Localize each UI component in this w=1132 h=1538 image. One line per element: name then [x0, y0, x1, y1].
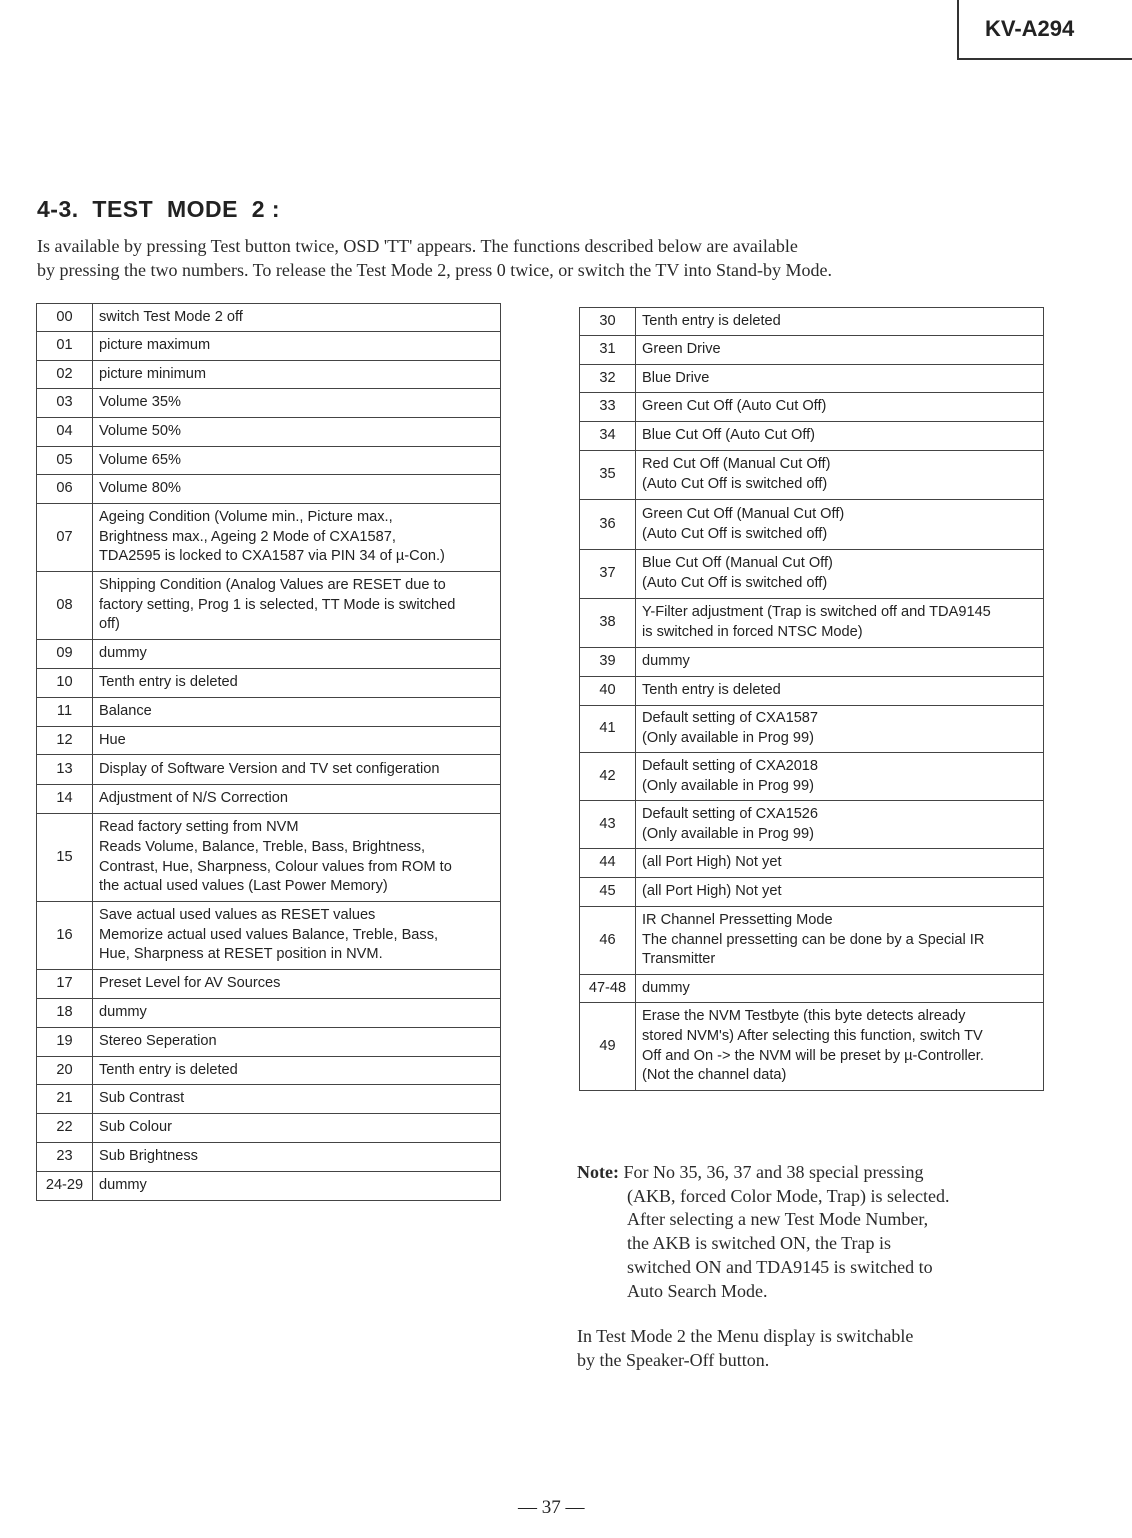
mode-description: [93, 447, 501, 475]
description-line: (Only available in Prog 99): [642, 777, 814, 794]
mode-number: 21: [37, 1085, 93, 1114]
table-row: [580, 975, 1044, 1003]
description-line: is switched in forced NTSC Mode): [642, 624, 863, 640]
table-row: [37, 785, 501, 814]
table-row: [37, 418, 501, 447]
mode-number: 23: [37, 1143, 93, 1172]
description-line: Default setting of CXA1587: [642, 710, 819, 727]
table-row: [580, 365, 1044, 393]
note-line: Auto Search Mode.: [627, 1280, 768, 1301]
mode-number: 31: [580, 336, 636, 365]
description-line: (Only available in Prog 99): [642, 730, 814, 746]
description-line: switch Test Mode 2 off: [99, 308, 243, 325]
mode-description: [636, 393, 1044, 422]
table-row: [580, 308, 1044, 336]
table-row: [37, 1057, 501, 1085]
mode-number: 45: [580, 878, 636, 907]
mode-description: [636, 308, 1044, 336]
table-row: [37, 504, 501, 572]
table-row: [37, 902, 501, 970]
table-row: [37, 447, 501, 475]
description-line: dummy: [99, 1177, 147, 1194]
mode-description: [93, 902, 501, 970]
mode-description: [93, 418, 501, 447]
mode-number: 47-48: [580, 975, 636, 1003]
mode-number: 38: [580, 599, 636, 648]
mode-description: [93, 389, 501, 418]
description-line: Default setting of CXA2018: [642, 757, 819, 774]
description-line: Reads Volume, Balance, Treble, Bass, Brightness,: [99, 838, 426, 855]
mode-number: 18: [37, 999, 93, 1028]
description-line: Volume 65%: [99, 451, 181, 468]
mode-number: 24-29: [37, 1172, 93, 1201]
mode-description: [93, 698, 501, 727]
intro-line: by pressing the two numbers. To release the Test Mode 2, press 0 twice, or switch the TV into Stand-by Mode.: [37, 260, 833, 280]
mode-number: 11: [37, 698, 93, 727]
mode-description: [93, 1172, 501, 1201]
mode-description: [636, 975, 1044, 1003]
description-line: Blue Cut Off (Auto Cut Off): [642, 427, 816, 444]
mode-number: 10: [37, 669, 93, 698]
table-row: [37, 389, 501, 418]
table-row: [580, 878, 1044, 907]
mode-description: [636, 1003, 1044, 1091]
table-row: [37, 999, 501, 1028]
description-line: Stereo Seperation: [99, 1033, 217, 1050]
description-line: Green Drive: [642, 341, 721, 358]
mode-number: 44: [580, 849, 636, 878]
description-line: Contrast, Hue, Sharpness, Colour values from ROM to: [99, 858, 452, 875]
description-line: Tenth entry is deleted: [99, 674, 238, 691]
menu-note-line: by the Speaker-Off button.: [577, 1349, 770, 1370]
model-number-box: [957, 0, 1132, 60]
mode-number: 19: [37, 1028, 93, 1057]
mode-number: 35: [580, 451, 636, 500]
mode-description: [93, 361, 501, 389]
description-line: (all Port High) Not yet: [642, 854, 782, 871]
mode-description: [636, 907, 1044, 975]
mode-description: [636, 365, 1044, 393]
mode-description: [636, 849, 1044, 878]
description-line: Volume 50%: [99, 423, 181, 440]
table-row: [580, 599, 1044, 648]
mode-number: 08: [37, 572, 93, 640]
mode-number: 16: [37, 902, 93, 970]
description-line: Display of Software Version and TV set configeration: [99, 760, 440, 777]
description-line: dummy: [642, 653, 690, 670]
table-row: [580, 801, 1044, 849]
mode-description: [636, 422, 1044, 451]
note-line: (AKB, forced Color Mode, Trap) is selected.: [627, 1185, 950, 1206]
description-line: Tenth entry is deleted: [642, 682, 781, 699]
description-line: Transmitter: [642, 951, 716, 968]
description-line: Volume 80%: [99, 480, 181, 497]
description-line: off): [99, 616, 120, 633]
model-number: KV-A294: [985, 16, 1075, 41]
description-line: stored NVM's) After selecting this function, switch TV: [642, 1027, 983, 1044]
description-line: Save actual used values as RESET values: [99, 906, 376, 923]
table-row: [580, 706, 1044, 753]
mode-number: 20: [37, 1057, 93, 1085]
mode-description: [636, 801, 1044, 849]
description-line: IR Channel Pressetting Mode: [642, 911, 833, 928]
table-row: [37, 361, 501, 389]
description-line: Preset Level for AV Sources: [99, 975, 281, 992]
description-line: Red Cut Off (Manual Cut Off): [642, 456, 831, 473]
mode-number: 41: [580, 706, 636, 753]
menu-note-line: In Test Mode 2 the Menu display is switchable: [577, 1326, 914, 1346]
mode-number: 05: [37, 447, 93, 475]
intro-line: Is available by pressing Test button twice, OSD 'TT' appears. The functions described below are available: [37, 236, 798, 256]
section-heading: 4-3. TEST MODE 2 :: [37, 196, 281, 222]
mode-description: [93, 475, 501, 504]
mode-number: 36: [580, 500, 636, 550]
mode-number: 39: [580, 648, 636, 677]
description-line: dummy: [642, 979, 690, 996]
table-row: [37, 727, 501, 755]
table-row: [580, 849, 1044, 878]
mode-number: 03: [37, 389, 93, 418]
mode-number: 46: [580, 907, 636, 975]
mode-number: 13: [37, 755, 93, 785]
description-line: Green Cut Off (Manual Cut Off): [642, 505, 845, 522]
mode-number: 37: [580, 550, 636, 599]
table-row: [580, 1003, 1044, 1091]
description-line: Off and On -> the NVM will be preset by µ-Controller.: [642, 1047, 984, 1064]
mode-number: 12: [37, 727, 93, 755]
description-line: Sub Contrast: [99, 1090, 185, 1107]
table-row: [580, 907, 1044, 975]
mode-description: [93, 640, 501, 669]
table-row: [580, 336, 1044, 365]
mode-number: 40: [580, 677, 636, 706]
table-row: [580, 648, 1044, 677]
note-line: switched ON and TDA9145 is switched to: [627, 1256, 933, 1277]
mode-description: [636, 648, 1044, 677]
table-row: [580, 550, 1044, 599]
description-line: (Auto Cut Off is switched off): [642, 525, 828, 542]
table-row: [580, 677, 1044, 706]
mode-description: [636, 878, 1044, 907]
table-row: [37, 669, 501, 698]
description-line: Erase the NVM Testbyte (this byte detects already: [642, 1008, 966, 1025]
mode-number: 07: [37, 504, 93, 572]
mode-description: [93, 970, 501, 999]
mode-number: 34: [580, 422, 636, 451]
note-line: After selecting a new Test Mode Number,: [627, 1209, 929, 1230]
test-mode-table-right: [579, 307, 1044, 1091]
description-line: Brightness max., Ageing 2 Mode of CXA1587,: [99, 528, 396, 545]
mode-description: [93, 1028, 501, 1057]
test-mode-table-left: [36, 303, 501, 1201]
description-line: Balance: [99, 703, 152, 720]
description-line: the actual used values (Last Power Memory): [99, 878, 388, 895]
description-line: (all Port High) Not yet: [642, 883, 782, 900]
mode-number: 04: [37, 418, 93, 447]
description-line: Tenth entry is deleted: [642, 312, 781, 329]
description-line: Ageing Condition (Volume min., Picture max.,: [99, 508, 393, 525]
table-row: [37, 1114, 501, 1143]
description-line: Y-Filter adjustment (Trap is switched off and TDA9145: [642, 604, 991, 621]
mode-description: [636, 550, 1044, 599]
table-row: [37, 814, 501, 902]
description-line: picture minimum: [99, 365, 207, 382]
mode-description: [636, 500, 1044, 550]
table-row: [580, 500, 1044, 550]
mode-number: 14: [37, 785, 93, 814]
mode-description: [93, 755, 501, 785]
mode-description: [93, 572, 501, 640]
mode-description: [93, 785, 501, 814]
mode-number: 00: [37, 304, 93, 332]
mode-number: 09: [37, 640, 93, 669]
mode-description: [93, 1057, 501, 1085]
table-row: [580, 422, 1044, 451]
description-line: Read factory setting from NVM: [99, 819, 299, 836]
mode-description: [636, 451, 1044, 500]
table-row: [37, 475, 501, 504]
description-line: TDA2595 is locked to CXA1587 via PIN 34 of µ-Con.): [99, 548, 445, 565]
table-row: [37, 970, 501, 999]
table-row: [37, 1143, 501, 1172]
description-line: Hue, Sharpness at RESET position in NVM.: [99, 946, 383, 963]
description-line: picture maximum: [99, 337, 211, 354]
mode-description: [636, 706, 1044, 753]
table-row: [37, 1028, 501, 1057]
description-line: Memorize actual used values Balance, Treble, Bass,: [99, 926, 439, 943]
table-row: [580, 753, 1044, 801]
description-line: The channel pressetting can be done by a Special IR: [642, 931, 985, 948]
description-line: (Not the channel data): [642, 1067, 787, 1084]
mode-number: 22: [37, 1114, 93, 1143]
description-line: Tenth entry is deleted: [99, 1061, 238, 1078]
description-line: Blue Drive: [642, 369, 710, 386]
mode-description: [93, 304, 501, 332]
mode-description: [93, 814, 501, 902]
mode-description: [93, 1114, 501, 1143]
mode-number: 15: [37, 814, 93, 902]
table-row: [580, 451, 1044, 500]
note-label: Note:: [577, 1162, 619, 1182]
mode-number: 02: [37, 361, 93, 389]
mode-description: [636, 599, 1044, 648]
mode-description: [636, 336, 1044, 365]
note-block: [577, 1161, 1097, 1303]
table-row: [37, 698, 501, 727]
page-number: — 37 —: [518, 1497, 585, 1518]
mode-number: 01: [37, 332, 93, 361]
table-row: [37, 640, 501, 669]
intro-paragraph: [37, 234, 1037, 282]
mode-number: 32: [580, 365, 636, 393]
table-row: [37, 755, 501, 785]
description-line: (Auto Cut Off is switched off): [642, 476, 828, 492]
mode-description: [93, 999, 501, 1028]
description-line: factory setting, Prog 1 is selected, TT Mode is switched: [99, 596, 456, 613]
table-row: [37, 572, 501, 640]
mode-description: [93, 1143, 501, 1172]
mode-number: 33: [580, 393, 636, 422]
mode-description: [93, 332, 501, 361]
description-line: Adjustment of N/S Correction: [99, 790, 288, 807]
description-line: (Only available in Prog 99): [642, 825, 814, 842]
description-line: Sub Brightness: [99, 1148, 198, 1165]
table-row: [37, 1085, 501, 1114]
description-line: (Auto Cut Off is switched off): [642, 575, 828, 591]
mode-number: 42: [580, 753, 636, 801]
mode-number: 30: [580, 308, 636, 336]
mode-description: [93, 727, 501, 755]
table-row: [580, 393, 1044, 422]
description-line: Default setting of CXA1526: [642, 805, 819, 822]
note-line: the AKB is switched ON, the Trap is: [627, 1233, 892, 1254]
menu-note: [577, 1325, 1097, 1372]
description-line: Shipping Condition (Analog Values are RESET due to: [99, 576, 446, 593]
description-line: Volume 35%: [99, 394, 181, 411]
description-line: Hue: [99, 731, 126, 748]
mode-description: [93, 1085, 501, 1114]
note-line: For No 35, 36, 37 and 38 special pressing: [623, 1162, 924, 1182]
table-row: [37, 332, 501, 361]
description-line: Green Cut Off (Auto Cut Off): [642, 398, 827, 415]
mode-description: [636, 677, 1044, 706]
mode-description: [93, 504, 501, 572]
description-line: Blue Cut Off (Manual Cut Off): [642, 555, 833, 572]
mode-description: [93, 669, 501, 698]
mode-number: 06: [37, 475, 93, 504]
mode-number: 49: [580, 1003, 636, 1091]
description-line: dummy: [99, 1004, 147, 1021]
description-line: Sub Colour: [99, 1119, 173, 1136]
table-row: [37, 1172, 501, 1201]
table-row: [37, 304, 501, 332]
mode-description: [636, 753, 1044, 801]
mode-number: 17: [37, 970, 93, 999]
description-line: dummy: [99, 645, 147, 662]
mode-number: 43: [580, 801, 636, 849]
